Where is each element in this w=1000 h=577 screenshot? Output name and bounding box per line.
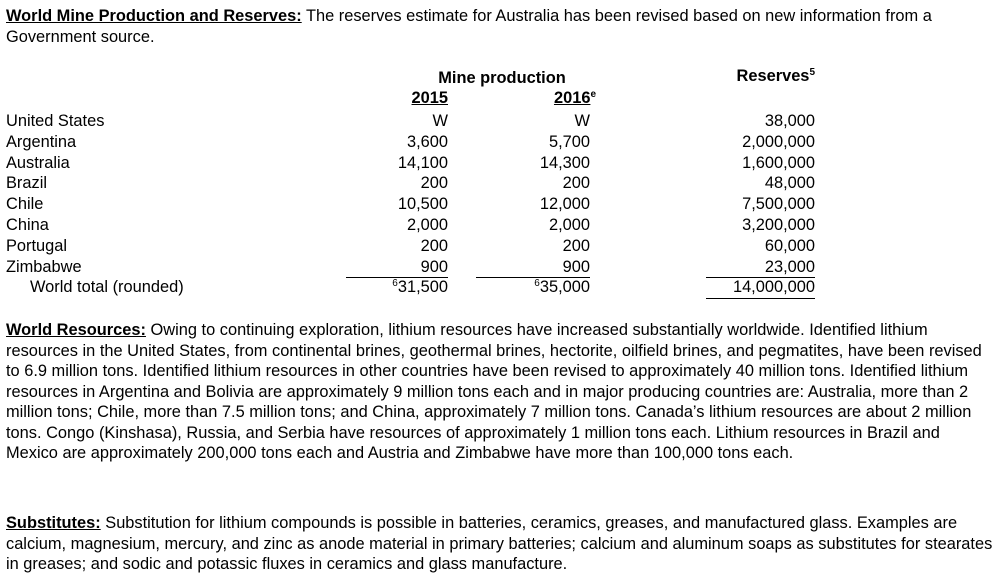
reserves-cell: 2,000,000 [742, 132, 815, 151]
reserves-cell: 23,000 [706, 257, 815, 279]
total-label: World total (rounded) [30, 278, 184, 297]
production-2015-cell: 10,500 [397, 195, 448, 214]
production-2015-cell: 200 [420, 174, 448, 193]
substitutes-heading: Substitutes: [6, 514, 101, 532]
reserves-cell: 60,000 [764, 236, 815, 255]
year-2016-header: 2016e [553, 89, 596, 107]
production-2015-cell: 900 [346, 257, 448, 279]
production-2016-cell: 200 [562, 174, 590, 193]
total-2015-cell: $^6$31,500 [392, 278, 448, 297]
country-cell: China [6, 216, 49, 234]
production-2015-cell: 3,600 [406, 132, 448, 151]
reserves-cell: 48,000 [764, 174, 815, 193]
country-cell: United States [6, 112, 105, 130]
total-2016-cell: $^6$35,000 [534, 278, 590, 297]
total-reserves-cell: 14,000,000 [706, 277, 815, 299]
production-reserves-table [6, 66, 996, 306]
substitutes-text: Substitution for lithium compounds is possible in batteries, ceramics, greases, and manufactured glass. Examples are calcium, magnesium, mercury, and zinc as anode material in primary batteries; calcium and aluminum soaps as substitutes for stearates in greases; and sodic and potassic fluxes in ceramics and glass manufacture. [6, 514, 993, 573]
reserves-cell: 38,000 [764, 112, 815, 130]
production-2016-cell: 200 [562, 236, 590, 255]
reserves-header: Reserves$^5$ [736, 67, 815, 85]
production-2015-cell: 2,000 [406, 216, 448, 234]
reserves-cell: 3,200,000 [742, 216, 815, 234]
production-2016-cell: 2,000 [548, 216, 590, 234]
production-2015-cell: W [432, 112, 448, 130]
production-2016-cell: 12,000 [539, 195, 590, 214]
country-cell: Argentina [6, 132, 77, 151]
mine-production-header: Mine production [438, 69, 566, 87]
production-2016-cell: 900 [476, 257, 590, 279]
intro-heading: World Mine Production and Reserves: [6, 7, 302, 25]
resources-text: Owing to continuing exploration, lithium resources have increased substantially worldwide. Identified lithium resources in the United States, from continental brines, geothermal brines, hectorite, oilfield brines, and pegmatites, have been revised to 6.9 million tons. Identified lithium resources in other countries have been revised to approximately 40 million tons. Identified lithium resources in Argentina and Bolivia are approximately 9 million tons each and in major producing countries are: Australia, more than 2 million tons; Chile, more than 7.5 million tons; and China, approximately 7 million tons. Canada’s lithium resources are about 2 million tons. Congo (Kinshasa), Russia, and Serbia have resources of approximately 1 million tons each. Lithium resources in Brazil and Mexico are approximately 200,000 tons each and Austria and Zimbabwe have more than 100,000 tons each. [6, 321, 982, 462]
reserves-cell: 1,600,000 [742, 153, 815, 172]
production-2016-cell: W [574, 112, 590, 130]
country-cell: Zimbabwe [6, 257, 82, 276]
resources-paragraph [6, 320, 996, 464]
year-2016-footnote: e [590, 89, 596, 100]
substitutes-paragraph [6, 513, 996, 575]
country-cell: Chile [6, 195, 44, 214]
production-2016-cell: 5,700 [548, 132, 590, 151]
reserves-footnote: 5 [809, 67, 815, 78]
production-2015-cell: 200 [420, 236, 448, 255]
country-cell: Brazil [6, 174, 47, 193]
production-2015-cell: 14,100 [397, 153, 448, 172]
intro-paragraph [6, 6, 996, 47]
country-cell: Portugal [6, 236, 68, 255]
reserves-cell: 7,500,000 [742, 195, 815, 214]
year-2015-header: 2015 [411, 89, 448, 107]
intro-text: The reserves estimate for Australia has been revised based on new information from a Government source. [6, 7, 932, 46]
resources-heading: World Resources: [6, 321, 146, 339]
production-2016-cell: 14,300 [539, 153, 590, 172]
country-cell: Australia [6, 153, 70, 172]
